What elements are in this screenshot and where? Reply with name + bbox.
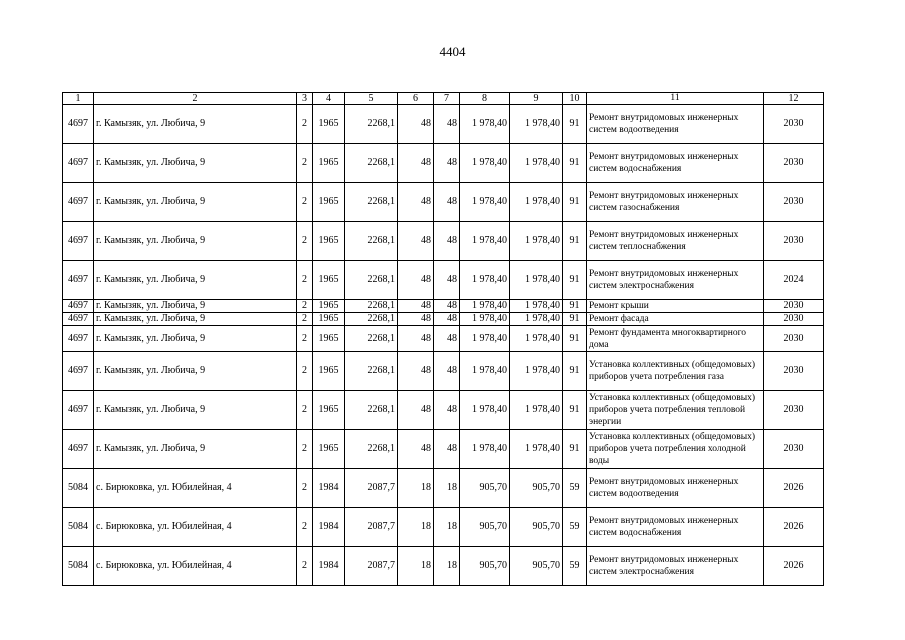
residents-count-cell: 48 (398, 261, 434, 300)
residents-count-cell: 48 (398, 300, 434, 313)
residents-count-cell: 18 (398, 508, 434, 547)
apartments-count-cell: 48 (434, 183, 460, 222)
table-row (63, 183, 824, 222)
row-id-cell: 4697 (63, 391, 94, 430)
cost-value-cell: 905,70 (460, 547, 510, 586)
cost-value-cell: 1 978,40 (460, 430, 510, 469)
work-type-cell: Ремонт внутридомовых инженерных систем электроснабжения (587, 547, 764, 586)
floors-cell: 2 (297, 547, 313, 586)
planned-year-cell: 2030 (764, 313, 824, 326)
wear-percent-cell: 91 (563, 183, 587, 222)
row-id-cell: 4697 (63, 222, 94, 261)
apartments-count-cell: 18 (434, 547, 460, 586)
cost-total-cell: 1 978,40 (510, 313, 563, 326)
address-cell: г. Камызяк, ул. Любича, 9 (94, 391, 297, 430)
year-built-cell: 1984 (313, 547, 345, 586)
table-row (63, 508, 824, 547)
cost-total-cell: 905,70 (510, 547, 563, 586)
row-id-cell: 4697 (63, 261, 94, 300)
planned-year-cell: 2026 (764, 469, 824, 508)
cost-value-cell: 1 978,40 (460, 313, 510, 326)
column-header: 12 (764, 93, 824, 105)
table-row (63, 313, 824, 326)
work-type-cell: Установка коллективных (общедомовых) приборов учета потребления холодной воды (587, 430, 764, 469)
year-built-cell: 1965 (313, 144, 345, 183)
row-id-cell: 5084 (63, 508, 94, 547)
table-header-row (63, 93, 824, 105)
wear-percent-cell: 91 (563, 144, 587, 183)
cost-value-cell: 1 978,40 (460, 391, 510, 430)
wear-percent-cell: 91 (563, 326, 587, 352)
total-area-cell: 2087,7 (345, 469, 398, 508)
total-area-cell: 2087,7 (345, 508, 398, 547)
table-row (63, 391, 824, 430)
residents-count-cell: 48 (398, 391, 434, 430)
apartments-count-cell: 48 (434, 105, 460, 144)
floors-cell: 2 (297, 326, 313, 352)
floors-cell: 2 (297, 300, 313, 313)
row-id-cell: 4697 (63, 183, 94, 222)
planned-year-cell: 2024 (764, 261, 824, 300)
year-built-cell: 1984 (313, 469, 345, 508)
cost-value-cell: 1 978,40 (460, 352, 510, 391)
table-row (63, 326, 824, 352)
cost-total-cell: 1 978,40 (510, 183, 563, 222)
cost-total-cell: 1 978,40 (510, 105, 563, 144)
work-type-cell: Установка коллективных (общедомовых) приборов учета потребления газа (587, 352, 764, 391)
apartments-count-cell: 48 (434, 430, 460, 469)
cost-total-cell: 1 978,40 (510, 430, 563, 469)
planned-year-cell: 2030 (764, 222, 824, 261)
cost-value-cell: 905,70 (460, 469, 510, 508)
total-area-cell: 2268,1 (345, 326, 398, 352)
row-id-cell: 4697 (63, 144, 94, 183)
cost-total-cell: 1 978,40 (510, 222, 563, 261)
total-area-cell: 2268,1 (345, 222, 398, 261)
address-cell: г. Камызяк, ул. Любича, 9 (94, 105, 297, 144)
cost-total-cell: 1 978,40 (510, 300, 563, 313)
apartments-count-cell: 18 (434, 469, 460, 508)
column-header: 10 (563, 93, 587, 105)
address-cell: с. Бирюковка, ул. Юбилейная, 4 (94, 547, 297, 586)
row-id-cell: 4697 (63, 326, 94, 352)
planned-year-cell: 2030 (764, 326, 824, 352)
year-built-cell: 1965 (313, 261, 345, 300)
work-type-cell: Ремонт внутридомовых инженерных систем водоснабжения (587, 508, 764, 547)
cost-value-cell: 1 978,40 (460, 144, 510, 183)
cost-total-cell: 1 978,40 (510, 261, 563, 300)
total-area-cell: 2268,1 (345, 352, 398, 391)
cost-value-cell: 1 978,40 (460, 222, 510, 261)
address-cell: г. Камызяк, ул. Любича, 9 (94, 144, 297, 183)
column-header: 3 (297, 93, 313, 105)
column-header: 8 (460, 93, 510, 105)
planned-year-cell: 2030 (764, 352, 824, 391)
address-cell: г. Камызяк, ул. Любича, 9 (94, 183, 297, 222)
residents-count-cell: 48 (398, 105, 434, 144)
row-id-cell: 5084 (63, 547, 94, 586)
floors-cell: 2 (297, 183, 313, 222)
floors-cell: 2 (297, 352, 313, 391)
page-number: 4404 (439, 44, 466, 59)
planned-year-cell: 2030 (764, 300, 824, 313)
column-header: 1 (63, 93, 94, 105)
apartments-count-cell: 48 (434, 313, 460, 326)
apartments-count-cell: 48 (434, 144, 460, 183)
cost-total-cell: 905,70 (510, 469, 563, 508)
work-type-cell: Ремонт крыши (587, 300, 764, 313)
floors-cell: 2 (297, 105, 313, 144)
floors-cell: 2 (297, 313, 313, 326)
work-type-cell: Ремонт внутридомовых инженерных систем водоотведения (587, 469, 764, 508)
address-cell: г. Камызяк, ул. Любича, 9 (94, 352, 297, 391)
work-type-cell: Установка коллективных (общедомовых) приборов учета потребления тепловой энергии (587, 391, 764, 430)
row-id-cell: 4697 (63, 352, 94, 391)
total-area-cell: 2268,1 (345, 261, 398, 300)
apartments-count-cell: 18 (434, 508, 460, 547)
address-cell: с. Бирюковка, ул. Юбилейная, 4 (94, 508, 297, 547)
work-type-cell: Ремонт внутридомовых инженерных систем электроснабжения (587, 261, 764, 300)
row-id-cell: 4697 (63, 313, 94, 326)
wear-percent-cell: 91 (563, 430, 587, 469)
total-area-cell: 2268,1 (345, 183, 398, 222)
residents-count-cell: 48 (398, 313, 434, 326)
wear-percent-cell: 59 (563, 508, 587, 547)
work-type-cell: Ремонт внутридомовых инженерных систем теплоснабжения (587, 222, 764, 261)
floors-cell: 2 (297, 391, 313, 430)
residents-count-cell: 48 (398, 352, 434, 391)
year-built-cell: 1965 (313, 183, 345, 222)
residents-count-cell: 18 (398, 547, 434, 586)
address-cell: г. Камызяк, ул. Любича, 9 (94, 261, 297, 300)
wear-percent-cell: 59 (563, 469, 587, 508)
planned-year-cell: 2030 (764, 183, 824, 222)
planned-year-cell: 2030 (764, 144, 824, 183)
table-row (63, 144, 824, 183)
total-area-cell: 2268,1 (345, 105, 398, 144)
residents-count-cell: 48 (398, 183, 434, 222)
column-header: 11 (587, 93, 764, 105)
row-id-cell: 4697 (63, 430, 94, 469)
residents-count-cell: 18 (398, 469, 434, 508)
total-area-cell: 2268,1 (345, 144, 398, 183)
table-body (63, 93, 824, 586)
floors-cell: 2 (297, 261, 313, 300)
column-header: 4 (313, 93, 345, 105)
year-built-cell: 1965 (313, 430, 345, 469)
planned-year-cell: 2030 (764, 105, 824, 144)
cost-total-cell: 1 978,40 (510, 144, 563, 183)
planned-year-cell: 2026 (764, 508, 824, 547)
wear-percent-cell: 91 (563, 352, 587, 391)
column-header: 7 (434, 93, 460, 105)
wear-percent-cell: 91 (563, 222, 587, 261)
column-header: 6 (398, 93, 434, 105)
year-built-cell: 1965 (313, 326, 345, 352)
total-area-cell: 2268,1 (345, 313, 398, 326)
residents-count-cell: 48 (398, 326, 434, 352)
year-built-cell: 1984 (313, 508, 345, 547)
cost-value-cell: 1 978,40 (460, 105, 510, 144)
address-cell: г. Камызяк, ул. Любича, 9 (94, 430, 297, 469)
apartments-count-cell: 48 (434, 261, 460, 300)
registry-table (62, 92, 824, 586)
address-cell: г. Камызяк, ул. Любича, 9 (94, 300, 297, 313)
residents-count-cell: 48 (398, 222, 434, 261)
year-built-cell: 1965 (313, 313, 345, 326)
residents-count-cell: 48 (398, 430, 434, 469)
floors-cell: 2 (297, 222, 313, 261)
total-area-cell: 2087,7 (345, 547, 398, 586)
wear-percent-cell: 91 (563, 261, 587, 300)
work-type-cell: Ремонт внутридомовых инженерных систем водоснабжения (587, 144, 764, 183)
residents-count-cell: 48 (398, 144, 434, 183)
cost-value-cell: 905,70 (460, 508, 510, 547)
address-cell: с. Бирюковка, ул. Юбилейная, 4 (94, 469, 297, 508)
planned-year-cell: 2030 (764, 430, 824, 469)
planned-year-cell: 2030 (764, 391, 824, 430)
apartments-count-cell: 48 (434, 326, 460, 352)
cost-total-cell: 1 978,40 (510, 391, 563, 430)
total-area-cell: 2268,1 (345, 300, 398, 313)
work-type-cell: Ремонт внутридомовых инженерных систем водоотведения (587, 105, 764, 144)
cost-value-cell: 1 978,40 (460, 183, 510, 222)
table-row (63, 469, 824, 508)
table-row (63, 352, 824, 391)
year-built-cell: 1965 (313, 222, 345, 261)
cost-total-cell: 1 978,40 (510, 326, 563, 352)
work-type-cell: Ремонт внутридомовых инженерных систем газоснабжения (587, 183, 764, 222)
year-built-cell: 1965 (313, 352, 345, 391)
row-id-cell: 4697 (63, 105, 94, 144)
table-row (63, 105, 824, 144)
apartments-count-cell: 48 (434, 352, 460, 391)
column-header: 5 (345, 93, 398, 105)
cost-total-cell: 1 978,40 (510, 352, 563, 391)
wear-percent-cell: 91 (563, 105, 587, 144)
total-area-cell: 2268,1 (345, 391, 398, 430)
table-row (63, 547, 824, 586)
address-cell: г. Камызяк, ул. Любича, 9 (94, 326, 297, 352)
floors-cell: 2 (297, 430, 313, 469)
row-id-cell: 5084 (63, 469, 94, 508)
wear-percent-cell: 91 (563, 391, 587, 430)
address-cell: г. Камызяк, ул. Любича, 9 (94, 313, 297, 326)
apartments-count-cell: 48 (434, 222, 460, 261)
table-row (63, 222, 824, 261)
table-row (63, 300, 824, 313)
floors-cell: 2 (297, 144, 313, 183)
work-type-cell: Ремонт фасада (587, 313, 764, 326)
table-row (63, 261, 824, 300)
year-built-cell: 1965 (313, 300, 345, 313)
floors-cell: 2 (297, 469, 313, 508)
total-area-cell: 2268,1 (345, 430, 398, 469)
column-header: 2 (94, 93, 297, 105)
cost-total-cell: 905,70 (510, 508, 563, 547)
year-built-cell: 1965 (313, 105, 345, 144)
apartments-count-cell: 48 (434, 300, 460, 313)
row-id-cell: 4697 (63, 300, 94, 313)
wear-percent-cell: 91 (563, 300, 587, 313)
wear-percent-cell: 59 (563, 547, 587, 586)
column-header: 9 (510, 93, 563, 105)
table-row (63, 430, 824, 469)
cost-value-cell: 1 978,40 (460, 326, 510, 352)
apartments-count-cell: 48 (434, 391, 460, 430)
cost-value-cell: 1 978,40 (460, 261, 510, 300)
planned-year-cell: 2026 (764, 547, 824, 586)
wear-percent-cell: 91 (563, 313, 587, 326)
cost-value-cell: 1 978,40 (460, 300, 510, 313)
floors-cell: 2 (297, 508, 313, 547)
work-type-cell: Ремонт фундамента многоквартирного дома (587, 326, 764, 352)
year-built-cell: 1965 (313, 391, 345, 430)
address-cell: г. Камызяк, ул. Любича, 9 (94, 222, 297, 261)
